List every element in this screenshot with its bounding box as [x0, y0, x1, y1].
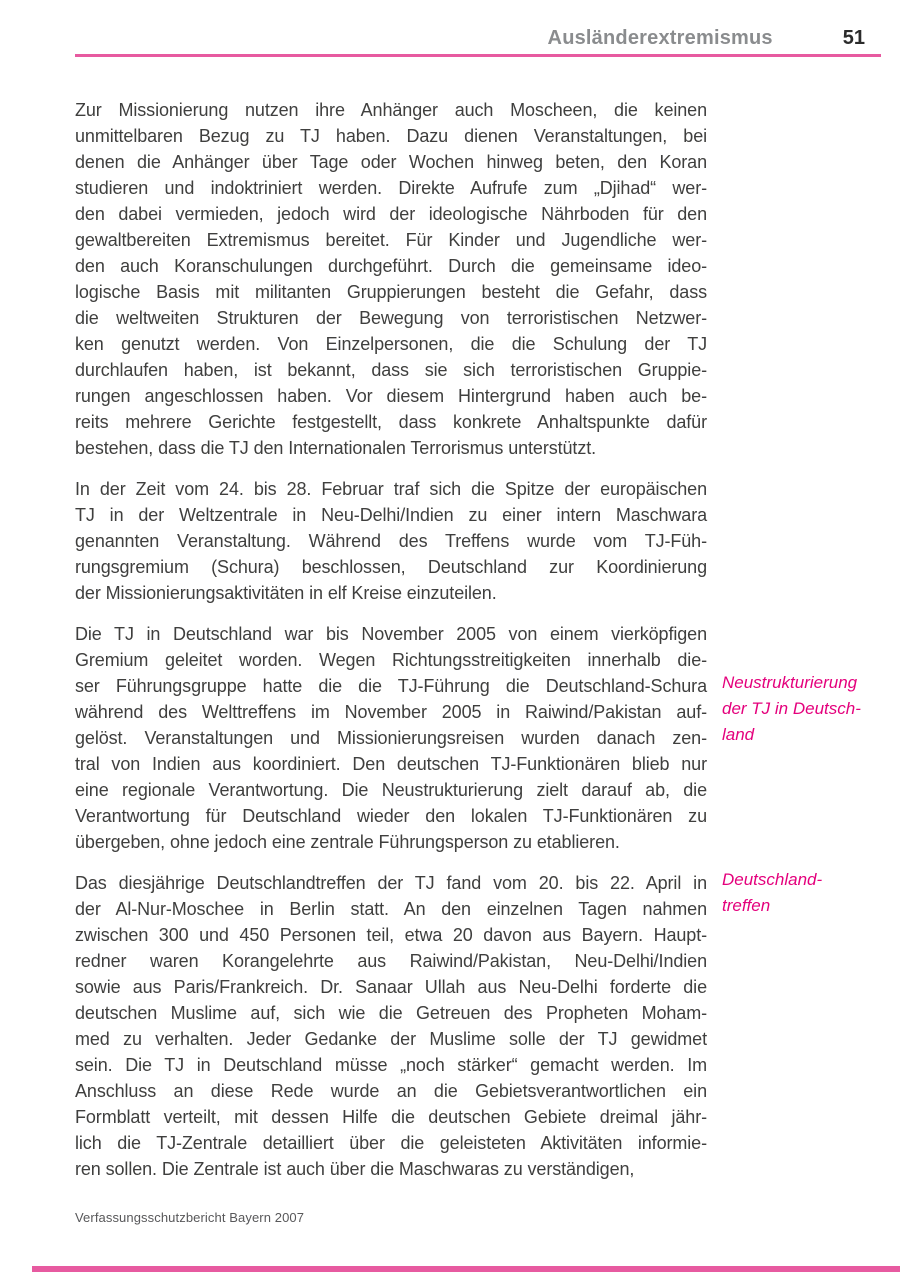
text-line: studieren und indoktriniert werden. Direkte Aufrufe zum „Djihad“ wer-	[75, 178, 707, 198]
text-line: der Missionierungsaktivitäten in elf Kreise einzuteilen.	[75, 583, 497, 603]
header-page-number: 51	[842, 27, 865, 49]
text-line: eine regionale Verantwortung. Die Neustrukturierung zielt darauf ab, die	[75, 780, 707, 800]
text-line: Anschluss an diese Rede wurde an die Gebietsverantwortlichen ein	[75, 1081, 707, 1101]
text-line: sowie aus Paris/Frankreich. Dr. Sanaar Ullah aus Neu-Delhi forderte die	[75, 977, 707, 997]
text-line: land	[722, 725, 755, 744]
page-header	[75, 27, 881, 50]
text-line: Formblatt verteilt, mit dessen Hilfe die deutschen Gebiete dreimal jähr-	[75, 1107, 707, 1127]
bottom-accent-bar	[32, 1266, 900, 1272]
body-text-column	[75, 97, 707, 1197]
text-line: den auch Koranschulungen durchgeführt. Durch die gemeinsame ideo-	[75, 256, 707, 276]
text-line: Verantwortung für Deutschland wieder den lokalen TJ-Funktionären zu	[75, 806, 707, 826]
margin-note-deutschlandtreffen	[722, 867, 890, 919]
text-line: ken genutzt werden. Von Einzelpersonen, die die Schulung der TJ	[75, 334, 707, 354]
footer-report-title: Verfassungsschutzbericht Bayern 2007	[75, 1210, 305, 1225]
paragraph-maschwara	[75, 476, 707, 606]
text-line: den dabei vermieden, jedoch wird der ideologische Nährboden für den	[75, 204, 707, 224]
text-line: Neustrukturierung	[722, 673, 858, 692]
text-line: tral von Indien aus koordiniert. Den deutschen TJ-Funktionären blieb nur	[75, 754, 707, 774]
header-rule	[75, 54, 881, 57]
text-line: während des Welttreffens im November 2005 in Raiwind/Pakistan auf-	[75, 702, 707, 722]
text-line: deutschen Muslime auf, sich wie die Getreuen des Propheten Moham-	[75, 1003, 707, 1023]
paragraph-missionierung	[75, 97, 707, 461]
paragraph-deutschlandtreffen	[75, 870, 707, 1182]
text-line: redner waren Korangelehrte aus Raiwind/Pakistan, Neu-Delhi/Indien	[75, 951, 707, 971]
text-line: ren sollen. Die Zentrale ist auch über die Maschwaras zu verständigen,	[75, 1159, 635, 1179]
text-line: Das diesjährige Deutschlandtreffen der TJ fand vom 20. bis 22. April in	[75, 873, 707, 893]
text-line: reits mehrere Gerichte festgestellt, dass konkrete Anhaltspunkte dafür	[75, 412, 707, 432]
text-line: genannten Veranstaltung. Während des Treffens wurde vom TJ-Füh-	[75, 531, 707, 551]
margin-note-neustrukturierung	[722, 670, 890, 748]
text-line: Zur Missionierung nutzen ihre Anhänger auch Moscheen, die keinen	[75, 100, 707, 120]
text-line: gelöst. Veranstaltungen und Missionierungsreisen wurden danach zen-	[75, 728, 707, 748]
text-line: durchlaufen haben, ist bekannt, dass sie sich terroristischen Gruppie-	[75, 360, 707, 380]
text-line: bestehen, dass die TJ den Internationalen Terrorismus unterstützt.	[75, 438, 597, 458]
text-line: In der Zeit vom 24. bis 28. Februar traf sich die Spitze der europäischen	[75, 479, 707, 499]
text-line: rungen angeschlossen haben. Vor diesem Hintergrund haben auch be-	[75, 386, 707, 406]
text-line: denen die Anhänger über Tage oder Wochen hinweg beten, den Koran	[75, 152, 707, 172]
text-line: treffen	[722, 896, 771, 915]
text-line: lich die TJ-Zentrale detailliert über die geleisteten Aktivitäten informie-	[75, 1133, 707, 1153]
text-line: TJ in der Weltzentrale in Neu-Delhi/Indien zu einer intern Maschwara	[75, 505, 707, 525]
text-line: ser Führungsgruppe hatte die die TJ-Führung die Deutschland-Schura	[75, 676, 707, 696]
text-line: sein. Die TJ in Deutschland müsse „noch stärker“ gemacht werden. Im	[75, 1055, 707, 1075]
text-line: zwischen 300 und 450 Personen teil, etwa 20 davon aus Bayern. Haupt-	[75, 925, 707, 945]
header-section-title: Ausländerextremismus	[547, 27, 773, 49]
text-line: die weltweiten Strukturen der Bewegung von terroristischen Netzwer-	[75, 308, 707, 328]
text-line: logische Basis mit militanten Gruppierungen besteht die Gefahr, dass	[75, 282, 707, 302]
text-line: übergeben, ohne jedoch eine zentrale Führungsperson zu etablieren.	[75, 832, 620, 852]
text-line: rungsgremium (Schura) beschlossen, Deutschland zur Koordinierung	[75, 557, 707, 577]
text-line: med zu verhalten. Jeder Gedanke der Muslime solle der TJ gewidmet	[75, 1029, 707, 1049]
text-line: Gremium geleitet worden. Wegen Richtungsstreitigkeiten innerhalb die-	[75, 650, 707, 670]
text-line: unmittelbaren Bezug zu TJ haben. Dazu dienen Veranstaltungen, bei	[75, 126, 707, 146]
text-line: der Al-Nur-Moschee in Berlin statt. An den einzelnen Tagen nahmen	[75, 899, 707, 919]
text-line: gewaltbereiten Extremismus bereitet. Für Kinder und Jugendliche wer-	[75, 230, 707, 250]
text-line: der TJ in Deutsch-	[722, 699, 861, 718]
text-line: Deutschland-	[722, 870, 823, 889]
paragraph-neustrukturierung	[75, 621, 707, 855]
text-line: Die TJ in Deutschland war bis November 2005 von einem vierköpfigen	[75, 624, 707, 644]
